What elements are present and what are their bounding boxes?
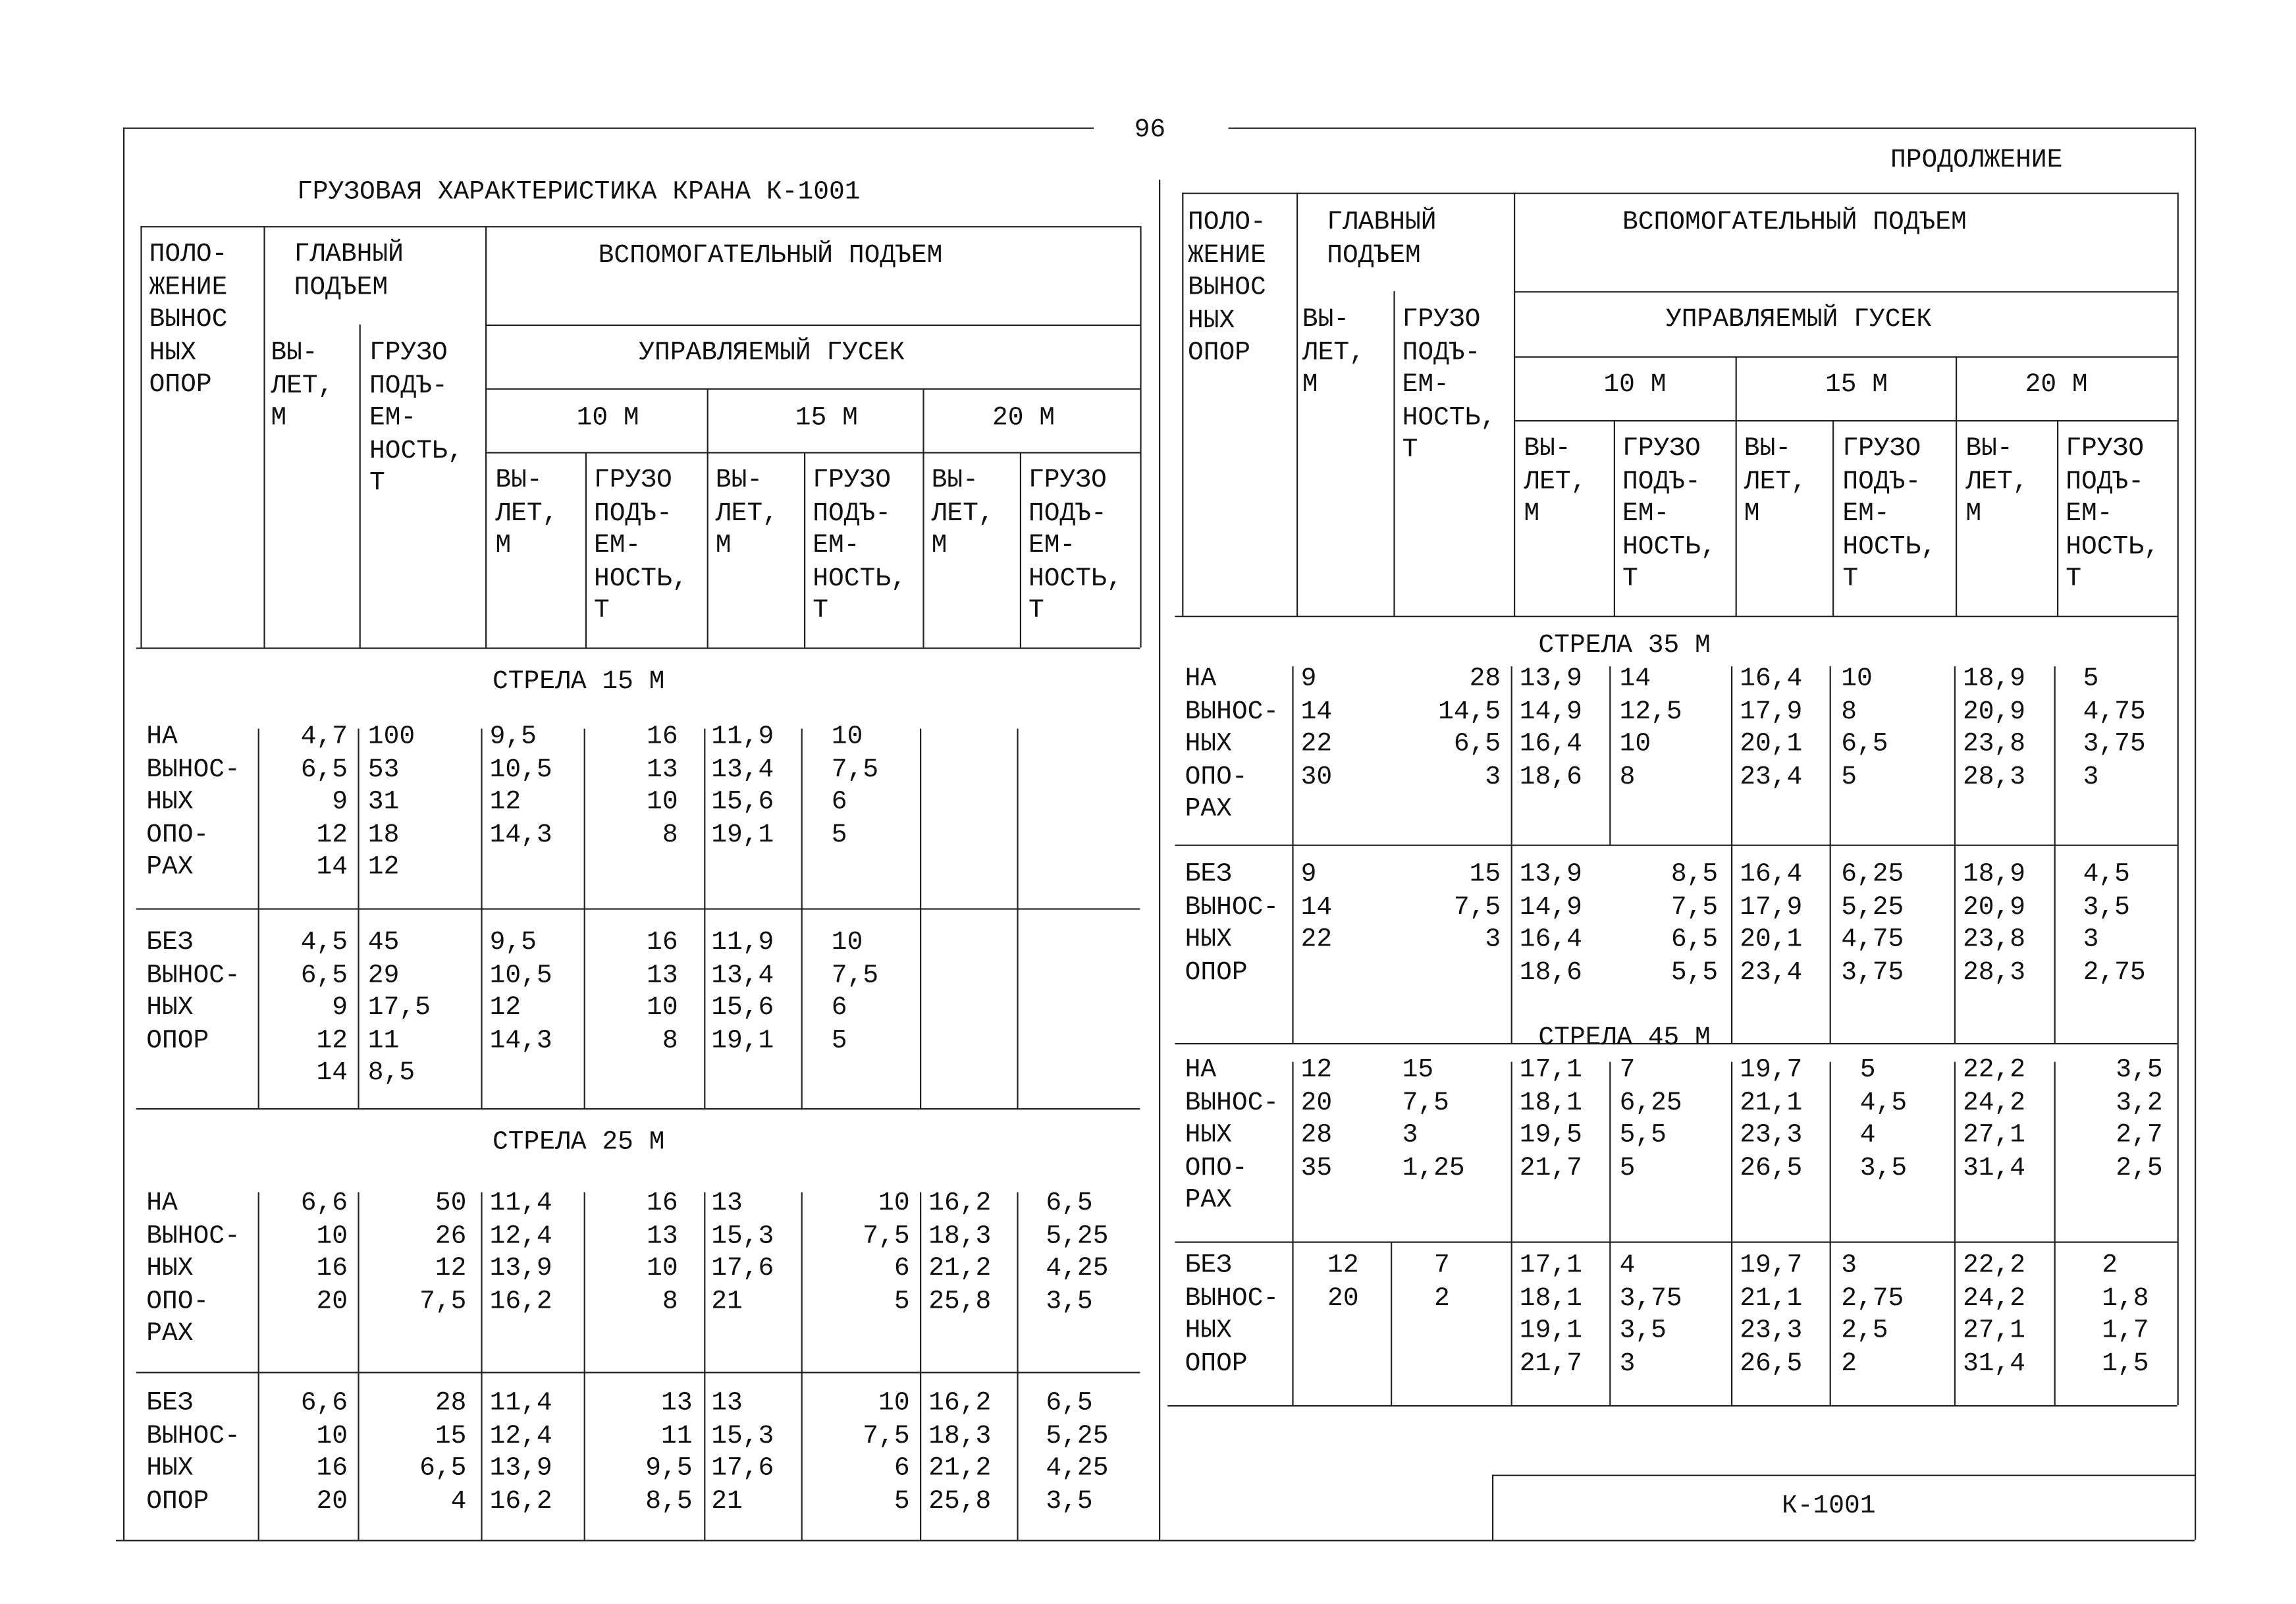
left-header-main-capacity: ГРУЗО ПОДЪ- ЕМ- НОСТЬ, Т xyxy=(369,338,464,498)
left-header-position: ПОЛО- ЖЕНИЕ ВЫНОС НЫХ ОПОР xyxy=(149,240,228,400)
b25-off-j15-cap: 10 7,5 6 5 xyxy=(863,1389,910,1516)
stamp-label: К-1001 xyxy=(1782,1492,1876,1521)
b25-on-j20-reach: 16,2 18,3 21,2 25,8 xyxy=(928,1189,992,1316)
b35-off-j20-reach: 18,9 20,9 23,8 28,3 xyxy=(1963,860,2026,988)
b15-off-j10-reach: 9,5 10,5 12 14,3 xyxy=(489,928,552,1056)
b15-on-j15-reach: 11,9 13,4 15,6 19,1 xyxy=(711,722,774,850)
page-number: 96 xyxy=(1134,116,1166,145)
left-header-j15-capacity: ГРУЗО ПОДЪ- ЕМ- НОСТЬ, Т xyxy=(813,466,907,626)
b15-off-main-cap: 45 29 17,5 11 8,5 xyxy=(367,928,431,1088)
b35-on-j10-reach: 13,9 14,9 16,4 18,6 xyxy=(1519,664,1582,792)
right-header-j15-capacity: ГРУЗО ПОДЪ- ЕМ- НОСТЬ, Т xyxy=(1842,435,1936,594)
right-header-j20-reach: ВЫ- ЛЕТ, М xyxy=(1965,435,2029,529)
b25-on-main-reach: 6,6 10 16 20 xyxy=(300,1189,348,1316)
row-label-on-outriggers: НА ВЫНОС- НЫХ ОПО- РАХ xyxy=(1185,664,1279,824)
b45-on-j20-reach: 22,2 24,2 27,1 31,4 xyxy=(1963,1056,2026,1183)
section-boom-45: СТРЕЛА 45 М xyxy=(1538,1024,1711,1054)
b15-on-main-cap: 100 53 31 18 12 xyxy=(367,722,415,882)
b25-on-main-cap: 50 26 12 7,5 xyxy=(419,1189,467,1316)
right-header-j20-capacity: ГРУЗО ПОДЪ- ЕМ- НОСТЬ, Т xyxy=(2066,435,2160,594)
b45-off-j10-cap: 4 3,75 3,5 3 xyxy=(1619,1251,1682,1379)
b15-on-j15-cap: 10 7,5 6 5 xyxy=(831,722,879,850)
b35-on-j20-reach: 18,9 20,9 23,8 28,3 xyxy=(1963,664,2026,792)
b15-off-j15-cap: 10 7,5 6 5 xyxy=(831,928,879,1056)
b45-on-j20-cap: 3,5 3,2 2,7 2,5 xyxy=(2116,1056,2163,1183)
b45-off-j15-cap: 3 2,75 2,5 2 xyxy=(1841,1251,1904,1379)
b45-off-main-cap: 7 2 xyxy=(1434,1251,1450,1314)
row-label-on-outriggers: НА ВЫНОС- НЫХ ОПО- РАХ xyxy=(146,1189,240,1349)
b35-off-j20-cap: 4,5 3,5 3 2,75 xyxy=(2083,860,2146,988)
row-label-without-outriggers: БЕЗ ВЫНОС- НЫХ ОПОР xyxy=(146,928,240,1056)
left-header-jib15: 15 М xyxy=(795,404,858,433)
row-label-on-outriggers: НА ВЫНОС- НЫХ ОПО- РАХ xyxy=(146,722,240,882)
b15-on-j10-cap: 16 13 10 8 xyxy=(647,722,678,850)
row-label-on-outriggers: НА ВЫНОС- НЫХ ОПО- РАХ xyxy=(1185,1056,1279,1216)
right-header-aux-lift: ВСПОМОГАТЕЛЬНЫЙ ПОДЪЕМ xyxy=(1622,208,1967,238)
b45-off-j20-cap: 2 1,8 1,7 1,5 xyxy=(2102,1251,2149,1379)
b25-on-j15-cap: 10 7,5 6 5 xyxy=(863,1189,910,1316)
b25-off-main-reach: 6,6 10 16 20 xyxy=(300,1389,348,1516)
b25-on-j20-cap: 6,5 5,25 4,25 3,5 xyxy=(1046,1189,1109,1316)
right-header-jib: УПРАВЛЯЕМЫЙ ГУСЕК xyxy=(1666,306,1933,335)
b25-off-j10-cap: 13 11 9,5 8,5 xyxy=(645,1389,693,1516)
b25-on-j15-reach: 13 15,3 17,6 21 xyxy=(711,1189,774,1316)
b35-on-main-reach: 9 14 22 30 xyxy=(1300,664,1333,792)
left-header-j20-capacity: ГРУЗО ПОДЪ- ЕМ- НОСТЬ, Т xyxy=(1028,466,1123,626)
b15-off-j15-reach: 11,9 13,4 15,6 19,1 xyxy=(711,928,774,1056)
right-header-main-lift: ГЛАВНЫЙ ПОДЪЕМ xyxy=(1327,208,1437,271)
row-label-without-outriggers: БЕЗ ВЫНОС- НЫХ ОПОР xyxy=(146,1389,240,1516)
b45-on-main-reach: 12 20 28 35 xyxy=(1300,1056,1333,1183)
left-header-j15-reach: ВЫ- ЛЕТ, М xyxy=(715,466,778,561)
b45-off-j10-reach: 17,1 18,1 19,1 21,7 xyxy=(1519,1251,1582,1379)
b35-off-j15-cap: 6,25 5,25 4,75 3,75 xyxy=(1841,860,1904,988)
b45-on-j15-reach: 19,7 21,1 23,3 26,5 xyxy=(1740,1056,1803,1183)
b25-on-j10-cap: 16 13 10 8 xyxy=(647,1189,678,1316)
right-header-main-reach: ВЫ- ЛЕТ, М xyxy=(1302,306,1365,400)
row-label-without-outriggers: БЕЗ ВЫНОС- НЫХ ОПОР xyxy=(1185,860,1279,988)
b35-off-j10-cap: 8,5 7,5 6,5 5,5 xyxy=(1670,860,1719,988)
b45-on-j10-reach: 17,1 18,1 19,5 21,7 xyxy=(1519,1056,1582,1183)
continuation-label: ПРОДОЛЖЕНИЕ xyxy=(1890,146,2063,176)
left-header-jib20: 20 М xyxy=(992,404,1055,433)
b35-on-j20-cap: 5 4,75 3,75 3 xyxy=(2083,664,2146,792)
section-boom-35: СТРЕЛА 35 М xyxy=(1538,631,1711,661)
b35-off-j15-reach: 16,4 17,9 20,1 23,4 xyxy=(1740,860,1803,988)
b35-off-j10-reach: 13,9 14,9 16,4 18,6 xyxy=(1519,860,1582,988)
b45-off-j15-reach: 19,7 21,1 23,3 26,5 xyxy=(1740,1251,1803,1379)
b35-on-main-cap: 28 14,5 6,5 3 xyxy=(1438,664,1501,792)
left-header-jib10: 10 М xyxy=(576,404,639,433)
right-header-jib15: 15 М xyxy=(1825,371,1888,400)
b45-on-j10-cap: 7 6,25 5,5 5 xyxy=(1619,1056,1682,1183)
right-header-main-capacity: ГРУЗО ПОДЪ- ЕМ- НОСТЬ, Т xyxy=(1402,306,1497,466)
left-header-j10-reach: ВЫ- ЛЕТ, М xyxy=(495,466,558,561)
right-header-jib10: 10 М xyxy=(1603,371,1667,400)
b25-off-j20-reach: 16,2 18,3 21,2 25,8 xyxy=(928,1389,992,1516)
right-header-position: ПОЛО- ЖЕНИЕ ВЫНОС НЫХ ОПОР xyxy=(1188,208,1266,368)
section-boom-15: СТРЕЛА 15 М xyxy=(493,668,665,697)
page-title: ГРУЗОВАЯ ХАРАКТЕРИСТИКА КРАНА К-1001 xyxy=(297,178,861,207)
section-boom-25: СТРЕЛА 25 М xyxy=(493,1128,665,1158)
left-header-main-reach: ВЫ- ЛЕТ, М xyxy=(271,338,334,433)
right-header-jib20: 20 М xyxy=(2025,371,2088,400)
b25-off-j10-reach: 11,4 12,4 13,9 16,2 xyxy=(489,1389,552,1516)
left-header-j10-capacity: ГРУЗО ПОДЪ- ЕМ- НОСТЬ, Т xyxy=(594,466,688,626)
b25-off-main-cap: 28 15 6,5 4 xyxy=(419,1389,467,1516)
b15-on-main-reach: 4,7 6,5 9 12 14 xyxy=(300,722,348,882)
left-header-j20-reach: ВЫ- ЛЕТ, М xyxy=(931,466,994,561)
b35-off-main-cap: 15 7,5 3 xyxy=(1453,860,1501,955)
b25-off-j20-cap: 6,5 5,25 4,25 3,5 xyxy=(1046,1389,1109,1516)
b45-on-j15-cap: 5 4,5 4 3,5 xyxy=(1859,1056,1908,1183)
b45-off-main-reach: 12 20 xyxy=(1327,1251,1359,1314)
right-header-j10-capacity: ГРУЗО ПОДЪ- ЕМ- НОСТЬ, Т xyxy=(1622,435,1717,594)
right-header-j15-reach: ВЫ- ЛЕТ, М xyxy=(1744,435,1807,529)
b25-on-j10-reach: 11,4 12,4 13,9 16,2 xyxy=(489,1189,552,1316)
b35-off-main-reach: 9 14 22 xyxy=(1300,860,1333,955)
left-header-main-lift: ГЛАВНЫЙ ПОДЪЕМ xyxy=(294,240,404,302)
b15-off-main-reach: 4,5 6,5 9 12 14 xyxy=(300,928,348,1088)
row-label-without-outriggers: БЕЗ ВЫНОС- НЫХ ОПОР xyxy=(1185,1251,1279,1379)
b25-off-j15-reach: 13 15,3 17,6 21 xyxy=(711,1389,774,1516)
b35-on-j15-cap: 10 8 6,5 5 xyxy=(1841,664,1888,792)
left-header-jib: УПРАВЛЯЕМЫЙ ГУСЕК xyxy=(639,338,905,368)
right-header-j10-reach: ВЫ- ЛЕТ, М xyxy=(1524,435,1587,529)
b45-off-j20-reach: 22,2 24,2 27,1 31,4 xyxy=(1963,1251,2026,1379)
b15-on-j10-reach: 9,5 10,5 12 14,3 xyxy=(489,722,552,850)
left-header-aux-lift: ВСПОМОГАТЕЛЬНЫЙ ПОДЪЕМ xyxy=(598,242,943,271)
b15-off-j10-cap: 16 13 10 8 xyxy=(647,928,678,1056)
b45-on-main-cap: 15 7,5 3 1,25 xyxy=(1402,1056,1465,1183)
b35-on-j15-reach: 16,4 17,9 20,1 23,4 xyxy=(1740,664,1803,792)
b35-on-j10-cap: 14 12,5 10 8 xyxy=(1619,664,1682,792)
